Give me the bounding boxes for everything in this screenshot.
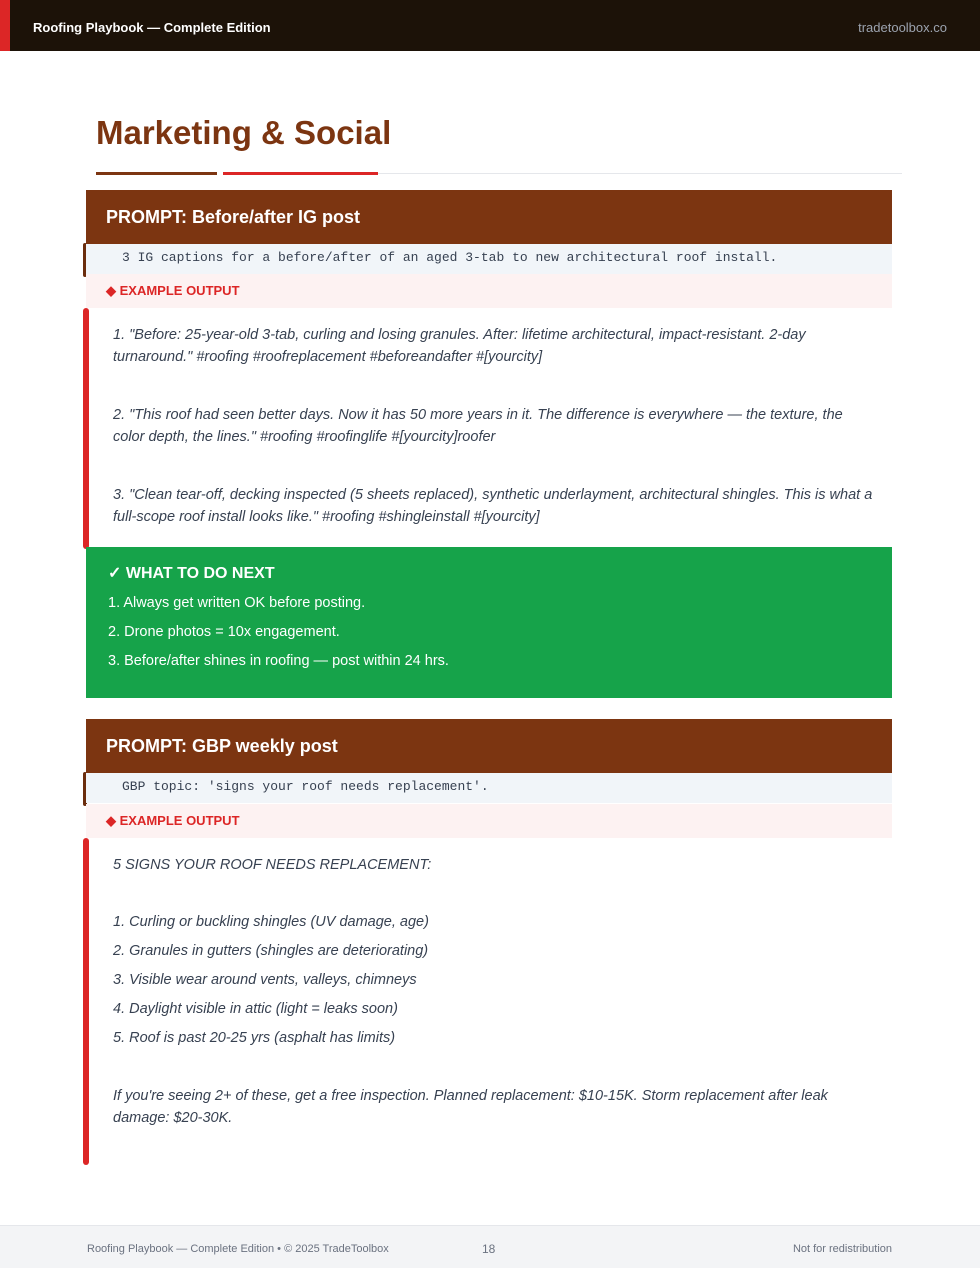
prompt-code: GBP topic: 'signs your roof needs replacement'. — [86, 773, 892, 803]
example-line: 1. Curling or buckling shingles (UV damage, age) — [113, 914, 429, 930]
example-line: 3. Visible wear around vents, valleys, chimneys — [113, 972, 417, 988]
example-line: 5 SIGNS YOUR ROOF NEEDS REPLACEMENT: — [113, 857, 432, 873]
top-bar — [0, 0, 980, 51]
title-underline-red — [223, 172, 378, 175]
page-footer — [0, 1225, 980, 1268]
next-step-item: 2. Drone photos = 10x engagement. — [108, 624, 340, 640]
document-title: Roofing Playbook — Complete Edition — [33, 20, 271, 35]
example-line: 4. Daylight visible in attic (light = leaks soon) — [113, 1001, 398, 1017]
example-output-label: ◆ EXAMPLE OUTPUT — [86, 274, 892, 308]
footer-left: Roofing Playbook — Complete Edition • © 2025 TradeToolbox — [87, 1243, 389, 1255]
next-steps-title: ✓ WHAT TO DO NEXT — [108, 565, 275, 582]
prompt-header: PROMPT: Before/after IG post — [86, 190, 892, 244]
example-output-body — [86, 854, 892, 1129]
example-line: 2. "This roof had seen better days. Now it has 50 more years in it. The difference is everywhere — the texture, the color depth, the lines." #roofing #roofinglife #[yourcity]roofer — [113, 407, 843, 445]
example-line: 2. Granules in gutters (shingles are deteriorating) — [113, 943, 429, 959]
next-steps-box — [86, 547, 892, 698]
next-step-item: 3. Before/after shines in roofing — post within 24 hrs. — [108, 653, 449, 669]
next-step-item: 1. Always get written OK before posting. — [108, 595, 366, 611]
example-output-label: ◆ EXAMPLE OUTPUT — [86, 804, 892, 838]
title-divider — [378, 173, 902, 174]
example-line: 1. "Before: 25-year-old 3-tab, curling and losing granules. After: lifetime architectural, impact-resistant. 2-day turnaround." #roofing #roofreplacement #beforeandafter #[yourcity] — [113, 327, 806, 365]
footer-right: Not for redistribution — [792, 1243, 892, 1255]
example-line: 3. "Clean tear-off, decking inspected (5 sheets replaced), synthetic underlayment, architectural shingles. This is what a full-scope roof install looks like." #roofing #shingleinstall #[yourcity] — [113, 487, 873, 525]
example-line: If you're seeing 2+ of these, get a free inspection. Planned replacement: $10-15K. Storm replacement after leak damage: $20-30K. — [113, 1088, 828, 1126]
title-underline-brown — [96, 172, 217, 175]
site-link[interactable]: tradetoolbox.co — [858, 20, 947, 35]
top-bar-accent — [0, 0, 10, 51]
page-number: 18 — [482, 1242, 496, 1256]
page-title: Marketing & Social — [96, 114, 392, 151]
prompt-header: PROMPT: GBP weekly post — [86, 719, 892, 773]
example-line: 5. Roof is past 20-25 yrs (asphalt has limits) — [113, 1030, 396, 1046]
prompt-code: 3 IG captions for a before/after of an aged 3-tab to new architectural roof install. — [86, 244, 892, 274]
example-output-body — [86, 324, 892, 528]
